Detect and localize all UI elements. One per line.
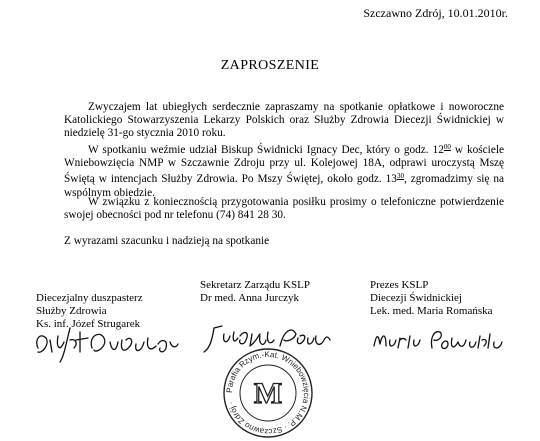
paragraph-mass-text-a: W spotkaniu weźmie udział Biskup Świdnicki Ignacy Dec, który o godz. 12 <box>88 144 444 156</box>
signatory-role: Służby Zdrowia <box>36 305 107 317</box>
paragraph-invitation: Zwyczajem lat ubiegłych serdecznie zapraszamy na spotkanie opłatkowe i noworoczne Katolickiego Stowarzyszenia Lekarzy Polskich oraz Służby Zdrowia Diecezji Świdnickiej w niedzielę 31-go stycznia 2010 roku. <box>64 101 504 140</box>
paragraph-confirmation: W związku z koniecznością przygotowania posiłku prosimy o telefoniczne potwierdzenie swojej obecności pod nr telefonu (74) 841 28 30. <box>64 196 504 222</box>
stamp-center-letter: M <box>253 377 283 410</box>
stamp-ring-text: Parafia Rzym.-Kat. Wniebowzięcia N.M.P. · Szczawno Zdrój · <box>224 349 312 437</box>
time-superscript: 30 <box>396 172 404 181</box>
closing-line: Z wyrazami szacunku i nadzieją na spotkanie <box>64 235 270 247</box>
letter-date: Szczawno Zdrój, 10.01.2010r. <box>363 6 508 20</box>
signatory-role: Diecezjalny duszpasterz <box>36 292 143 304</box>
paragraph-mass <box>64 141 504 200</box>
signature-romanska <box>370 322 510 358</box>
time-superscript: 00 <box>443 143 451 151</box>
signature-strugarek <box>30 318 180 368</box>
signatory-name: Ks. inf. Józef Strugarek <box>36 318 141 330</box>
signatory-role: Sekretarz Zarządu KSLP <box>200 279 310 291</box>
signatory-name: Lek. med. Maria Romańska <box>370 305 493 317</box>
signatory-role: Prezes KSLP <box>370 279 429 291</box>
signatory-name: Dr med. Anna Jurczyk <box>200 292 299 304</box>
signatory-secretary <box>200 279 310 305</box>
signatory-role: Diecezji Świdnickiej <box>370 292 462 304</box>
parish-stamp <box>220 345 316 441</box>
letter-title: ZAPROSZENIE <box>220 58 320 73</box>
signatory-president <box>370 279 493 318</box>
paragraph-mass-text-b: w kościele Wniebowzięcia NMP w Szczawnie Zdroju przy ul. Kolejowej 18A, odprawi uroczystą Mszę Świętą w intencjach Służby Zdrowia. Po Mszy Świętej, około godz. 13 <box>64 144 504 186</box>
paragraph-mass-text-c: , zgromadzimy się na wspólnym obiedzie. <box>64 173 504 199</box>
